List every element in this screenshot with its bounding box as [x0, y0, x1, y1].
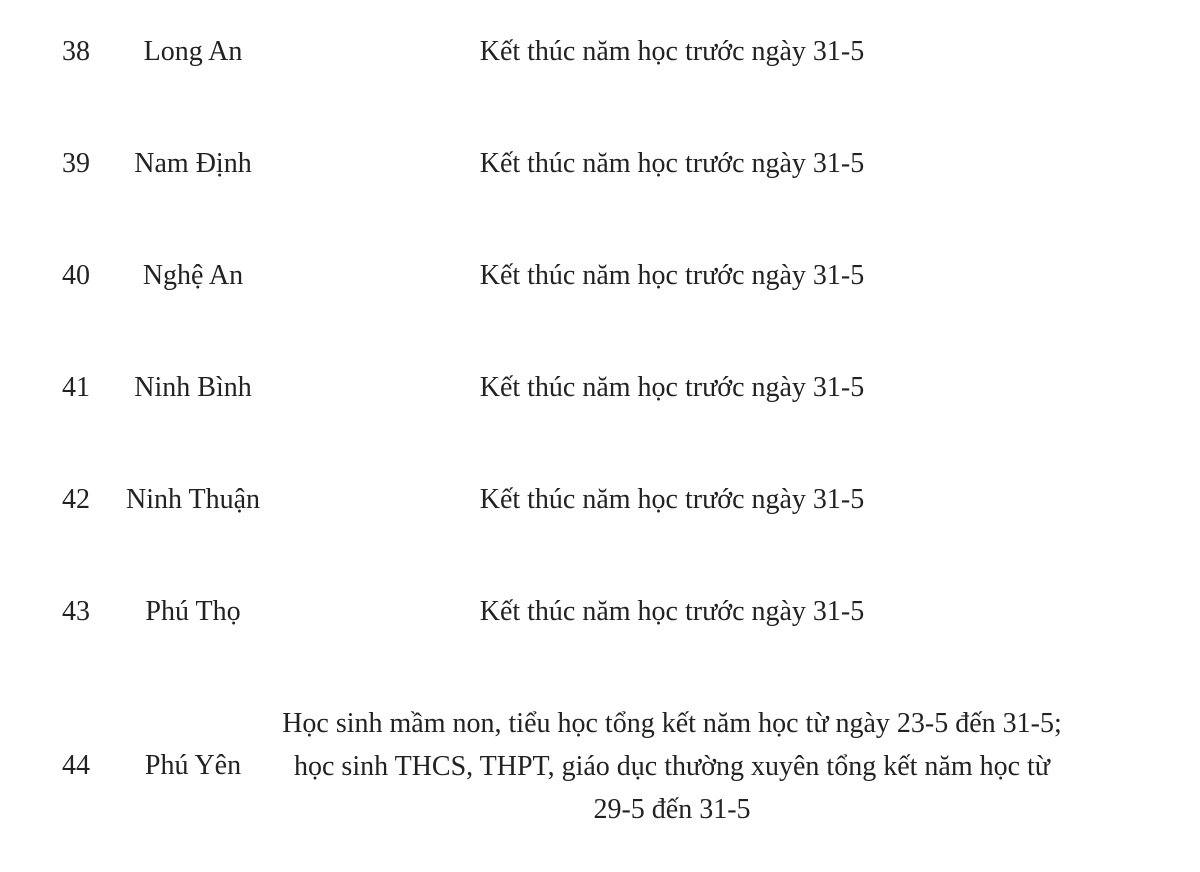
end-date-note: Kết thúc năm học trước ngày 31-5 [479, 484, 865, 515]
province-name: Nghệ An [142, 260, 244, 291]
table-row [0, 246, 1200, 306]
end-date-note: Kết thúc năm học trước ngày 31-5 [479, 148, 865, 179]
end-date-note: Kết thúc năm học trước ngày 31-5 [479, 260, 865, 291]
province-name: Ninh Thuận [125, 484, 261, 515]
row-number: 40 [62, 260, 90, 291]
end-date-note [274, 676, 1070, 856]
row-number: 43 [62, 596, 90, 627]
table-row [0, 358, 1200, 418]
province-name: Phú Yên [144, 750, 242, 781]
table-row [0, 470, 1200, 530]
row-number: 42 [62, 484, 90, 515]
row-number: 38 [62, 36, 90, 67]
end-date-note: Kết thúc năm học trước ngày 31-5 [479, 36, 865, 67]
province-name: Nam Định [134, 148, 252, 179]
row-number: 41 [62, 372, 90, 403]
row-number: 39 [62, 148, 90, 179]
table-row [0, 22, 1200, 82]
province-name: Long An [143, 36, 243, 67]
province-name: Phú Thọ [145, 596, 241, 627]
table-row [0, 676, 1200, 856]
end-date-note: Kết thúc năm học trước ngày 31-5 [479, 372, 865, 403]
table-row [0, 582, 1200, 642]
end-date-note-text: Học sinh mầm non, tiểu học tổng kết năm học từ ngày 23-5 đến 31-5; học sinh THCS, THPT, giáo dục thường xuyên tổng kết năm học từ 29-5 đến 31-5 [282, 707, 1062, 825]
province-name: Ninh Bình [134, 372, 252, 403]
end-date-note: Kết thúc năm học trước ngày 31-5 [479, 596, 865, 627]
row-number: 44 [62, 750, 90, 781]
table-row [0, 134, 1200, 194]
